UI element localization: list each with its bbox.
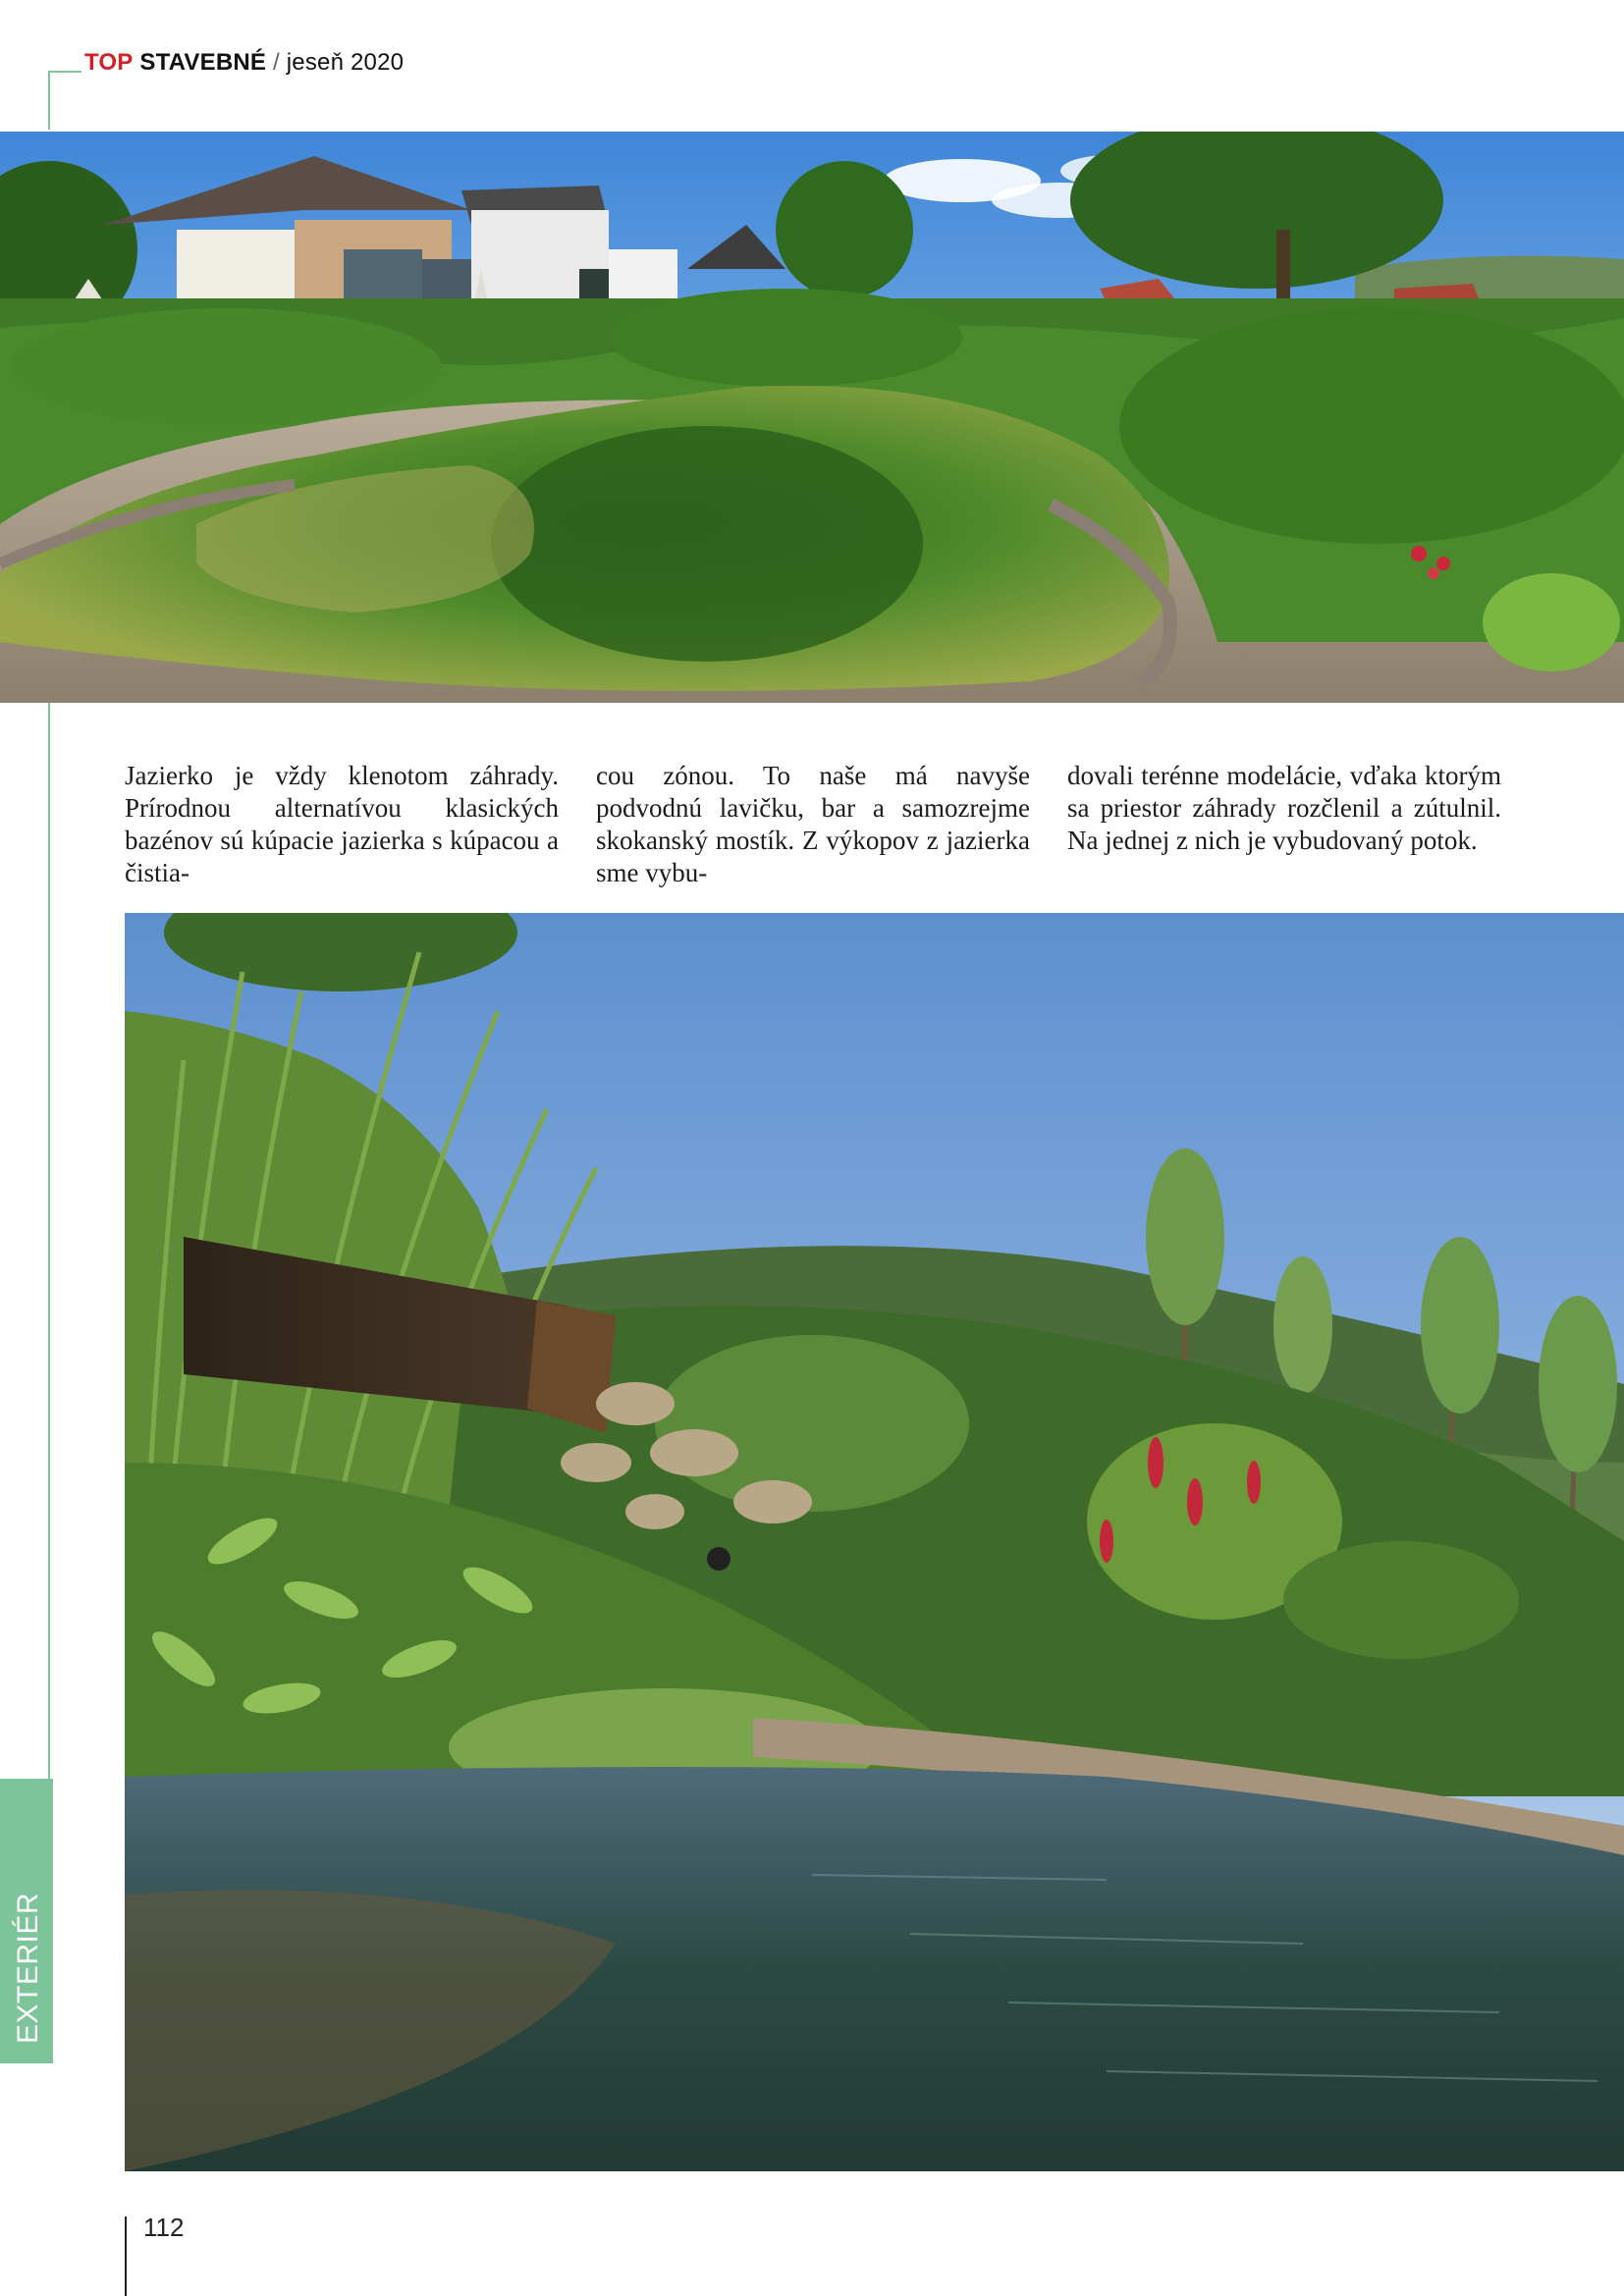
section-tab-label: EXTERIÉR — [12, 1892, 44, 2044]
brand-name: STAVEBNÉ — [139, 49, 267, 76]
page-number: 112 — [143, 2213, 185, 2242]
article-column-1: Jazierko je vždy klenotom záhrady. Prírodnou alternatívou klasických bazénov sú kúpacie jazierka s kúpacou a čistia- — [125, 761, 559, 887]
article-column-2: cou zónou. To naše má navyše podvodnú lavičku, bar a samozrejme skokanský mostík. Z výkopov z jazierka sme vybu- — [596, 761, 1030, 887]
article-column-3: dovali terénne modelácie, vďaka ktorým sa priestor záhrady rozčlenil a zútulnil. Na jednej z nich je vybudovaný potok. — [1067, 761, 1501, 855]
pond-edge-photo — [125, 913, 1624, 2171]
header-rule-horizontal — [48, 71, 81, 73]
header-rule-vertical — [48, 71, 50, 130]
header-separator: / — [273, 49, 280, 76]
pond-house-photo — [0, 132, 1624, 703]
brand-top: TOP — [84, 49, 134, 76]
footer-rule — [125, 2216, 127, 2296]
running-header — [84, 49, 404, 77]
issue-date: jeseň 2020 — [286, 49, 405, 76]
left-margin-rule — [48, 703, 50, 1783]
